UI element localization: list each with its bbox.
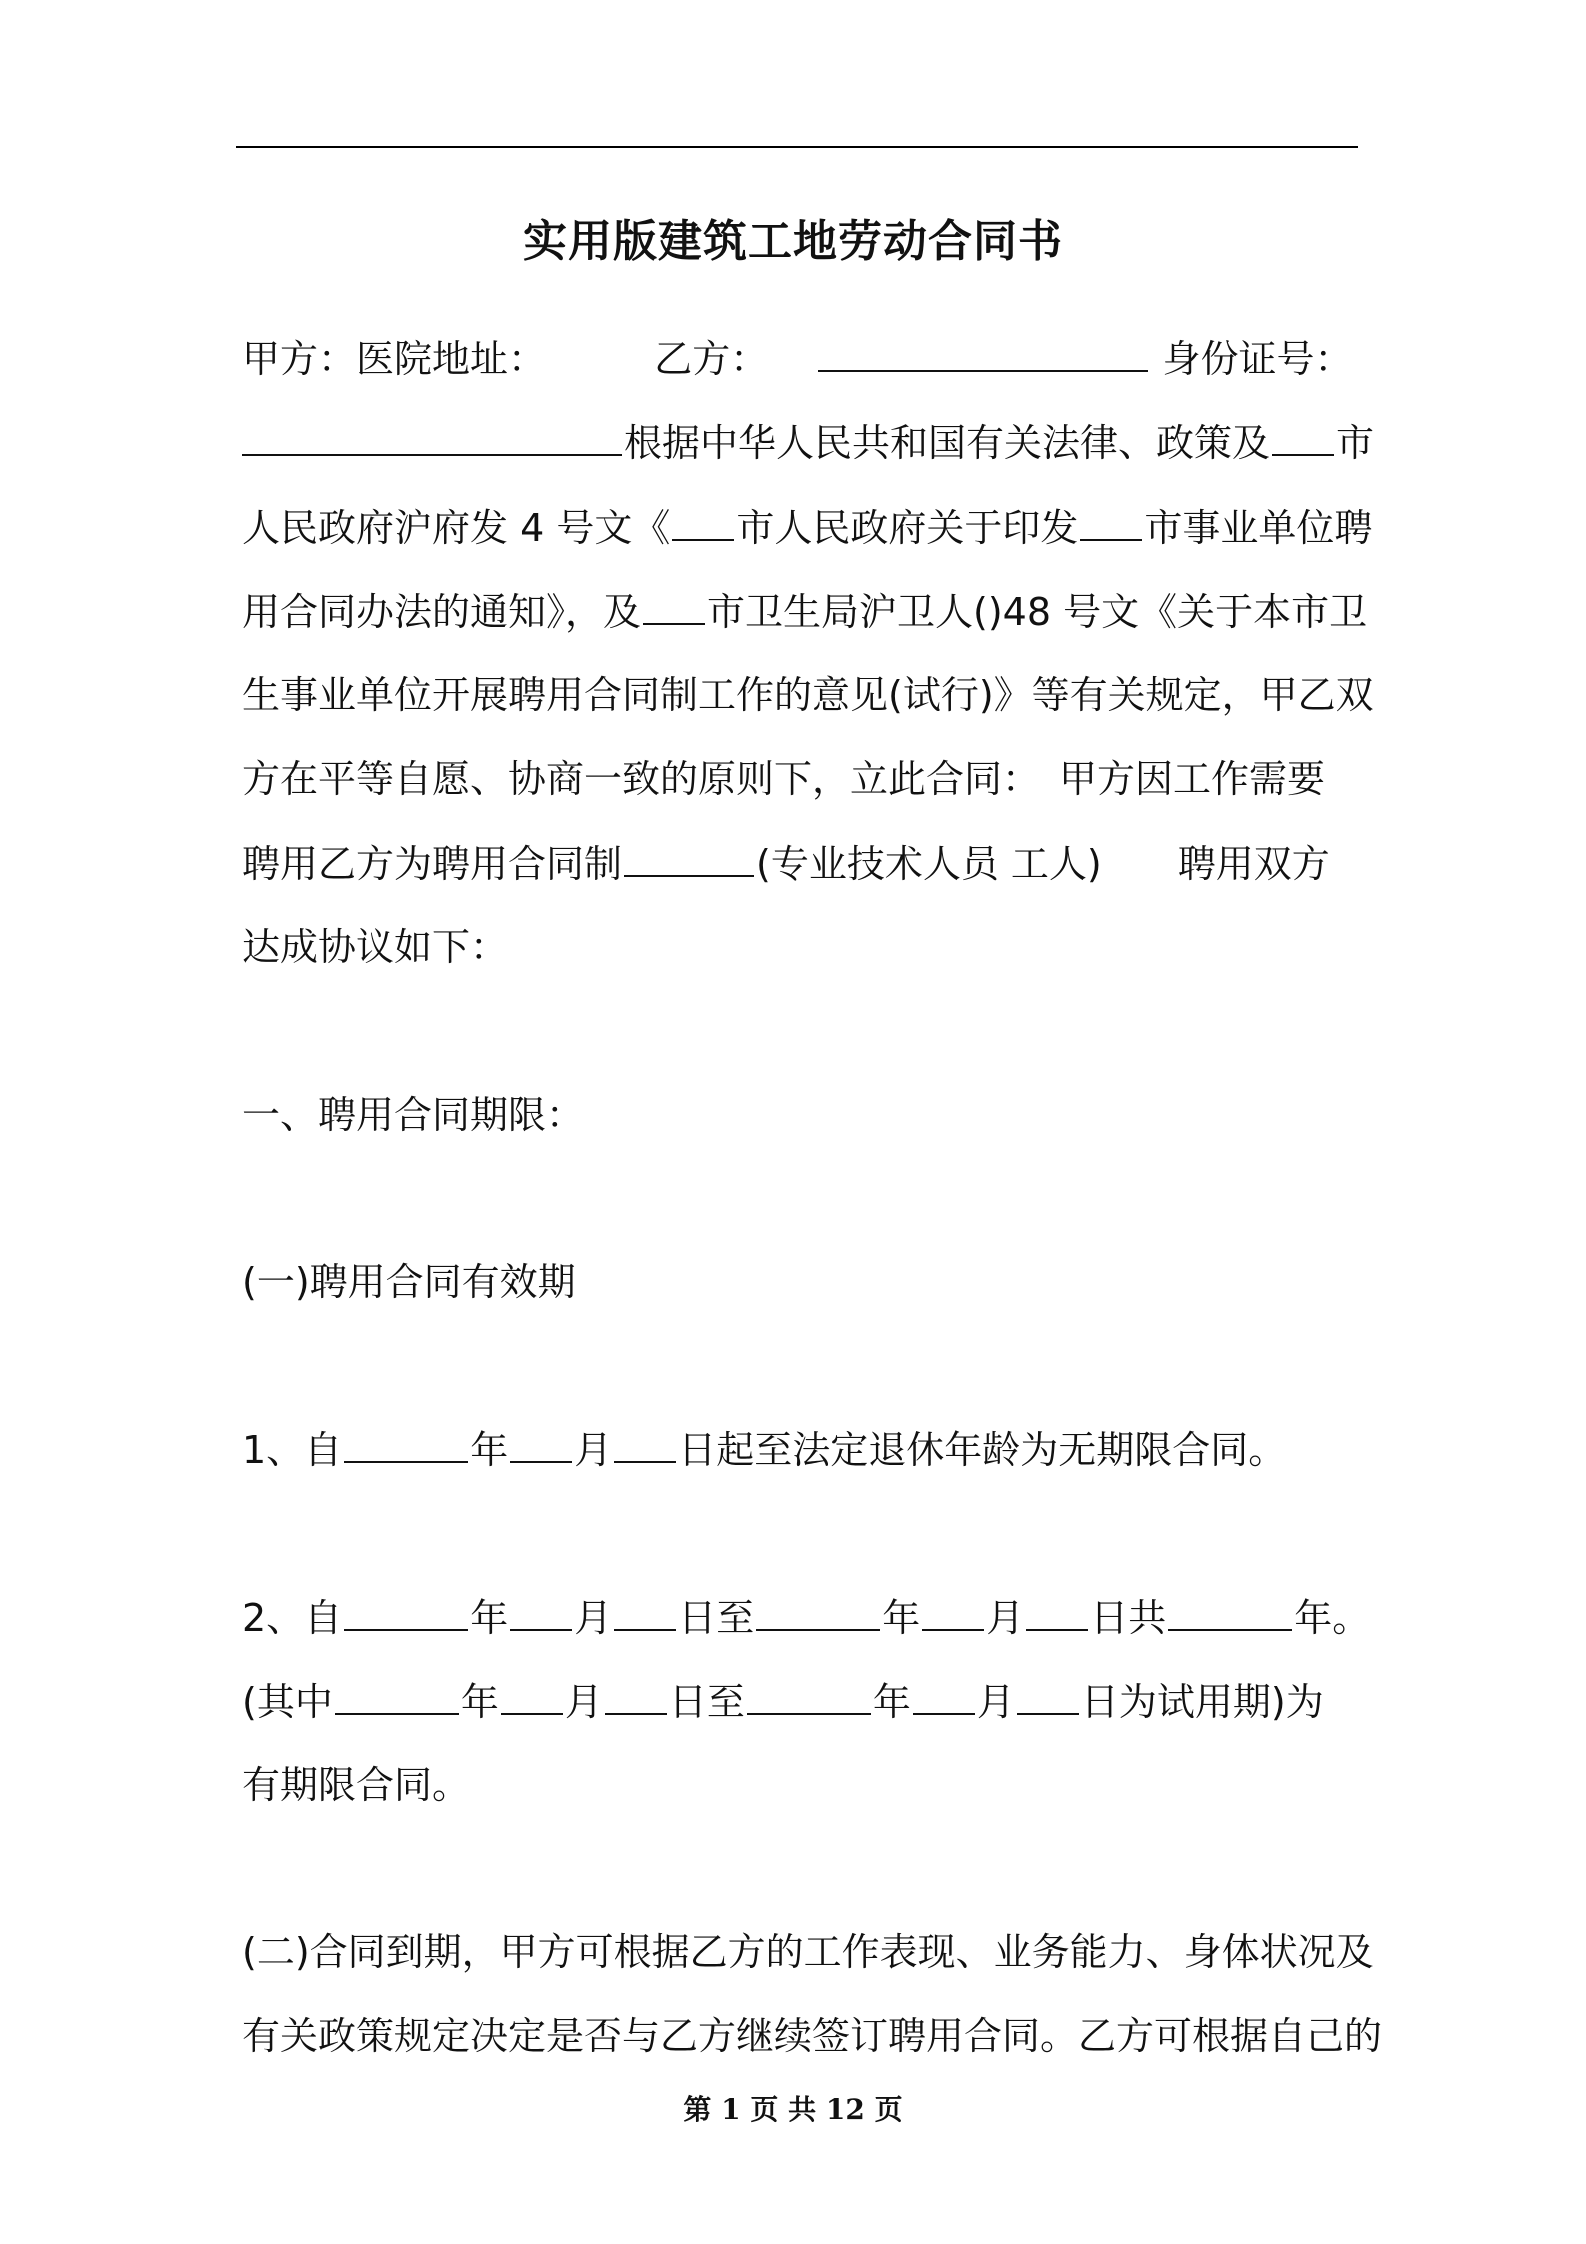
text-run: 市卫生局沪卫人()48 号文《关于本市卫 — [707, 590, 1368, 634]
month-blank — [922, 1587, 984, 1631]
day-blank — [614, 1587, 676, 1631]
text-run: 年 — [872, 1680, 911, 1724]
subsection-2-line: (二)合同到期，甲方可根据乙方的工作表现、业务能力、身体状况及 — [242, 1930, 1374, 1974]
day-blank — [1026, 1587, 1088, 1631]
party-a-label: 甲方：医院地址： — [242, 337, 547, 381]
paragraph-line: 达成协议如下： — [242, 925, 509, 969]
text-run: 月 — [574, 1596, 613, 1640]
city-blank — [1080, 497, 1142, 541]
text-run: 用合同办法的通知》，及 — [242, 590, 642, 634]
item-2-line — [242, 1587, 1371, 1647]
text-run: 根据中华人民共和国有关法律、政策及 — [624, 421, 1271, 465]
paragraph-line — [242, 581, 1368, 641]
text-run: 年。 — [1294, 1596, 1371, 1640]
header-rule — [236, 146, 1358, 148]
text-run: 市人民政府关于印发 — [736, 506, 1079, 550]
years-blank — [1168, 1587, 1292, 1631]
text-run: 年 — [470, 1428, 509, 1472]
text-run: 日至 — [668, 1680, 745, 1724]
text-run: 月 — [976, 1680, 1015, 1724]
subsection-2-line: 有关政策规定决定是否与乙方继续签订聘用合同。乙方可根据自己的 — [242, 2014, 1383, 2058]
text-run: (其中 — [242, 1680, 333, 1724]
item-1 — [242, 1419, 1354, 1479]
text-run: 年 — [460, 1680, 499, 1724]
text-run: 人民政府沪府发 4 号文《 — [242, 506, 671, 550]
text-run: 日起至法定退休年龄为无期限合同。 — [678, 1428, 1287, 1472]
paragraph-line — [242, 412, 1375, 472]
text-run: 市 — [1336, 421, 1375, 465]
item-2-line — [242, 1671, 1354, 1731]
text-run: 日共 — [1090, 1596, 1167, 1640]
text-run: 2、自 — [242, 1596, 343, 1640]
text-run: 1、自 — [242, 1428, 343, 1472]
paragraph-line — [242, 833, 1354, 893]
month-blank — [501, 1671, 563, 1715]
text-run: 聘用双方 — [1177, 842, 1330, 886]
id-number-label: 身份证号： — [1162, 337, 1353, 381]
day-blank — [614, 1419, 676, 1463]
text-run: 日为试用期)为 — [1080, 1680, 1324, 1724]
month-blank — [510, 1587, 572, 1631]
position-blank — [624, 833, 754, 877]
id-number-blank — [242, 412, 622, 456]
text-run: 年 — [470, 1596, 509, 1640]
paragraph-line: 生事业单位开展聘用合同制工作的意见(试行)》等有关规定，甲乙双 — [242, 673, 1374, 717]
party-b-blank — [818, 328, 1148, 372]
paragraph-line — [242, 328, 1354, 388]
text-run: 日至 — [678, 1596, 755, 1640]
text-run: 市事业单位聘 — [1144, 506, 1373, 550]
city-blank — [1272, 412, 1334, 456]
city-blank — [672, 497, 734, 541]
text-run: 年 — [882, 1596, 921, 1640]
paragraph-line: 方在平等自愿、协商一致的原则下，立此合同： 甲方因工作需要 — [242, 757, 1326, 801]
year-blank — [747, 1671, 871, 1715]
text-run: 月 — [564, 1680, 603, 1724]
text-run: 月 — [574, 1428, 613, 1472]
section-heading: 一、聘用合同期限： — [242, 1093, 585, 1137]
year-blank — [344, 1587, 468, 1631]
subsection-heading: (一)聘用合同有效期 — [242, 1260, 576, 1304]
year-blank — [756, 1587, 880, 1631]
item-2-line: 有期限合同。 — [242, 1763, 471, 1807]
paragraph-line — [242, 497, 1373, 557]
month-blank — [913, 1671, 975, 1715]
text-run: 聘用乙方为聘用合同制 — [242, 842, 623, 886]
month-blank — [510, 1419, 572, 1463]
day-blank — [605, 1671, 667, 1715]
text-run: 月 — [986, 1596, 1025, 1640]
text-run: (专业技术人员 工人) — [756, 842, 1102, 886]
document-title: 实用版建筑工地劳动合同书 — [523, 216, 1063, 267]
year-blank — [335, 1671, 459, 1715]
page-number: 第 1 页 共 12 页 — [683, 2093, 903, 2126]
party-b-label: 乙方： — [654, 337, 769, 381]
city-blank — [643, 581, 705, 625]
year-blank — [344, 1419, 468, 1463]
day-blank — [1017, 1671, 1079, 1715]
